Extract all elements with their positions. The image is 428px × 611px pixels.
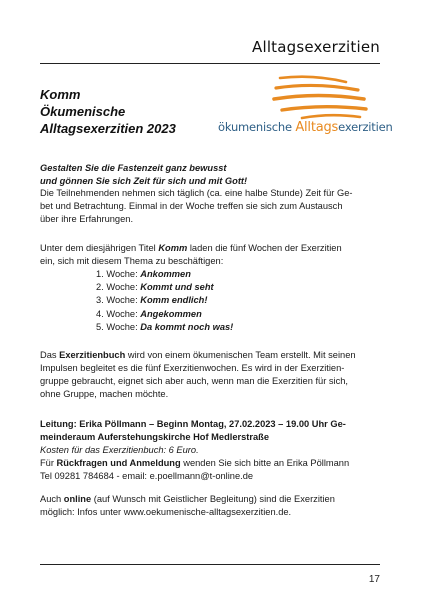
header-divider [40, 63, 380, 64]
text-span: Für [40, 458, 57, 468]
leitung-line: meinderaum Auferstehungskirche Hof Medlerstraße [40, 432, 270, 442]
text-line: bet und Betrachtung. Einmal in der Woche treffen sie sich zum Austausch [40, 201, 343, 211]
logo-text-prefix: ökumenische [218, 120, 296, 134]
online-paragraph [40, 493, 382, 519]
logo-text-suffix: exerzitien [338, 120, 393, 134]
running-header-title: Alltagsexerzitien [251, 38, 380, 56]
intro-paragraph [40, 187, 382, 226]
title-line: Alltagsexerzitien 2023 [40, 121, 176, 136]
book-paragraph [40, 349, 382, 401]
text-span: Das [40, 350, 60, 360]
leitung-block [40, 418, 382, 483]
week-title: Angekommen [140, 308, 202, 319]
week-title: Da kommt noch was! [140, 321, 234, 332]
theme-paragraph [40, 242, 382, 268]
contact-emphasis: Rückfragen und Anmeldung [56, 458, 181, 468]
logo-text-accent: Alltags [295, 120, 339, 135]
week-item [96, 281, 233, 294]
week-item [96, 294, 233, 307]
text-span: Auch [40, 494, 64, 504]
lead-line: und gönnen Sie sich Zeit für sich und mit Gott! [40, 176, 248, 186]
text-line [40, 242, 382, 255]
week-label: 1. Woche: [96, 269, 141, 279]
week-item [96, 268, 233, 281]
footer-divider [40, 564, 380, 565]
text-span: wenden Sie sich bitte an Erika Pöllmann [180, 458, 350, 468]
text-line: ein, sich mit diesem Thema zu beschäftigen: [40, 256, 224, 266]
contact-line [40, 457, 382, 470]
lead-line: Gestalten Sie die Fastenzeit ganz bewusst [40, 163, 227, 173]
week-title: Komm endlich! [140, 295, 208, 306]
week-title: Ankommen [140, 269, 191, 279]
title-line: Ökumenische [40, 104, 126, 119]
text-line: möglich: Infos unter www.oekumenische-alltagsexerzitien.de. [40, 507, 292, 517]
article-title [40, 86, 176, 137]
text-span: laden die fünf Wochen der Exerzitien [187, 243, 342, 253]
book-term: Exerzitienbuch [59, 350, 126, 360]
lead-paragraph [40, 162, 382, 188]
text-line: Impulsen begleitet es die fünf Exerzitienwochen. Es wird in der Exerzitien- [40, 363, 345, 373]
text-line: gruppe gebraucht, eignet sich aber auch, wenn man die Exerzitien für sich, [40, 376, 349, 386]
week-label: 4. Woche: [96, 308, 141, 319]
oekumenische-alltagsexerzitien-logo [218, 72, 393, 148]
title-line: Komm [40, 87, 81, 102]
text-line: ohne Gruppe, machen möchte. [40, 389, 169, 399]
week-item [96, 321, 233, 334]
leitung-line: Leitung: Erika Pöllmann – Beginn Montag, 27.02.2023 – 19.00 Uhr Ge- [40, 419, 346, 429]
online-emphasis: online [63, 494, 92, 504]
text-span: wird von einem ökumenischen Team erstellt. Mit seinen [125, 350, 356, 360]
weeks-list [96, 268, 233, 334]
week-item [96, 308, 233, 321]
sun-rays-icon [218, 72, 388, 122]
text-line [40, 349, 382, 362]
cost-line: Kosten für das Exerzitienbuch: 6 Euro. [40, 445, 199, 455]
page-number: 17 [368, 574, 380, 585]
theme-title: Komm [158, 243, 188, 253]
week-label: 5. Woche: [96, 321, 141, 332]
text-line [40, 493, 382, 506]
phone-email-line: Tel 09281 784684 - email: e.poellmann@t-online.de [40, 471, 254, 481]
week-title: Kommt und seht [140, 282, 214, 293]
week-label: 3. Woche: [96, 295, 141, 306]
logo-wordmark [218, 120, 393, 135]
text-span: (auf Wunsch mit Geistlicher Begleitung) sind die Exerzitien [91, 494, 335, 504]
text-span: Unter dem diesjährigen Titel [40, 243, 159, 253]
week-label: 2. Woche: [96, 282, 141, 293]
text-line: über ihre Erfahrungen. [40, 214, 134, 224]
text-line: Die Teilnehmenden nehmen sich täglich (ca. eine halbe Stunde) Zeit für Ge- [40, 188, 353, 198]
